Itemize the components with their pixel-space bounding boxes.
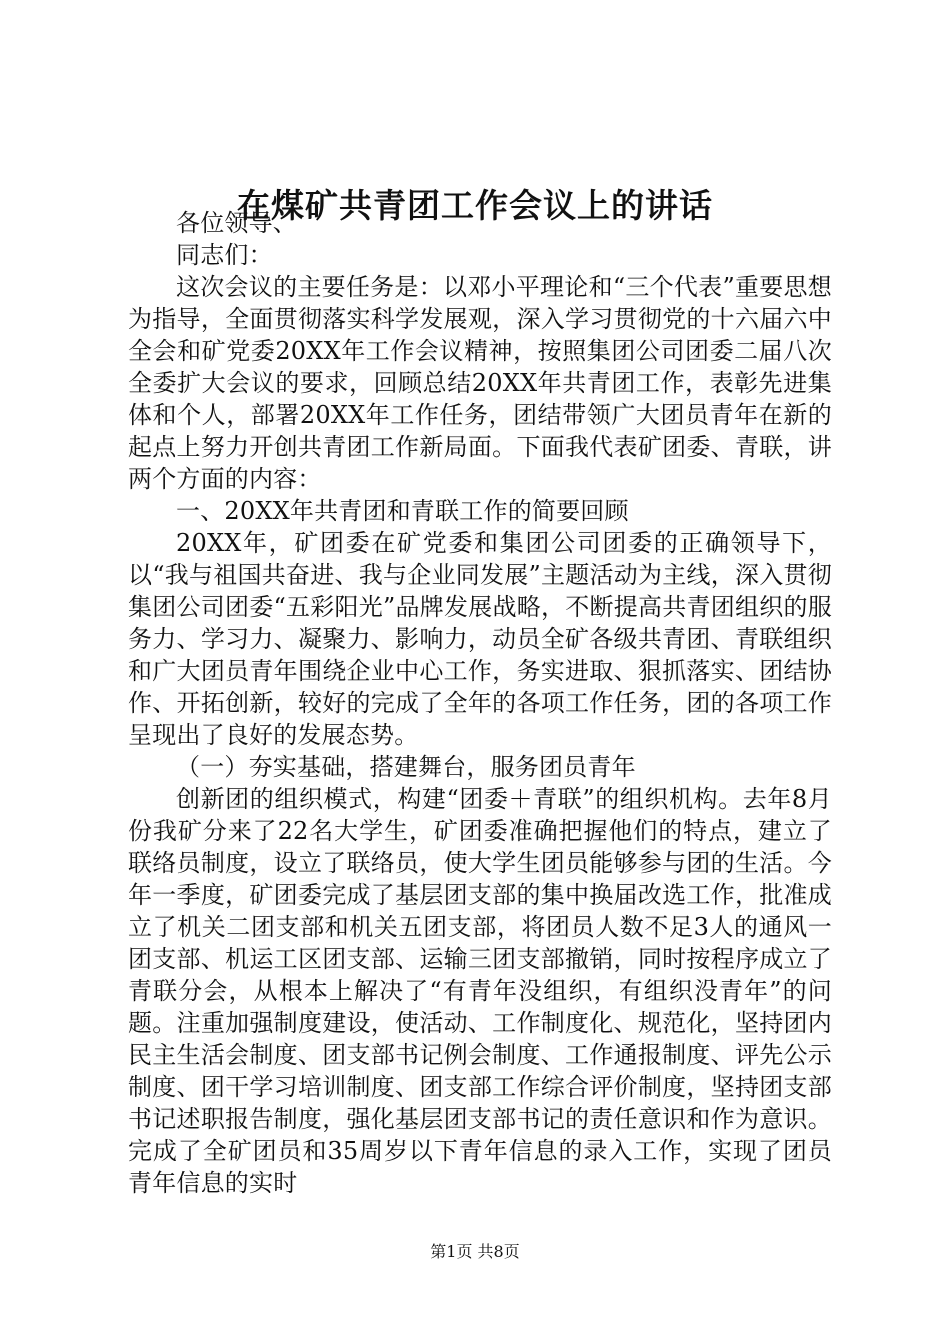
page-footer: 第1页 共8页 [430, 1242, 520, 1261]
paragraph-year-summary: 20XX年，矿团委在矿党委和集团公司团委的正确领导下，以“我与祖国共奋进、我与企业同发展”主题活动为主线，深入贯彻集团公司团委“五彩阳光”品牌发展战略，不断提高共青团组织的服务力、学习力、凝聚力、影响力，动员全矿各级共青团、青联组织和广大团员青年围绕企业中心工作，务实进取、狠抓落实、团结协作、开拓创新，较好的完成了全年的各项工作任务，团的各项工作呈现出了良好的发展态势。 [128, 529, 832, 749]
paragraph-meeting-tasks: 这次会议的主要任务是：以邓小平理论和“三个代表”重要思想为指导，全面贯彻落实科学发展观，深入学习贯彻党的十六届六中全会和矿党委20XX年工作会议精神，按照集团公司团委二届八次全委扩大会议的要求，回顾总结20XX年共青团工作，表彰先进集体和个人，部署20XX年工作任务，团结带领广大团员青年在新的起点上努力开创共青团工作新局面。下面我代表矿团委、青联，讲两个方面的内容： [128, 273, 832, 493]
paragraph-organization-model: 创新团的组织模式，构建“团委＋青联”的组织机构。去年8月份我矿分来了22名大学生，矿团委准确把握他们的特点，建立了联络员制度，设立了联络员，使大学生团员能够参与团的生活。今年一季度，矿团委完成了基层团支部的集中换届改选工作，批准成立了机关二团支部和机关五团支部，将团员人数不足3人的通风一团支部、机运工区团支部、运输三团支部撤销，同时按程序成立了青联分会，从根本上解决了“有青年没组织，有组织没青年”的问题。注重加强制度建设，使活动、工作制度化、规范化，坚持团内民主生活会制度、团支部书记例会制度、工作通报制度、评先公示制度、团干学习培训制度、团支部工作综合评价制度，坚持团支部书记述职报告制度，强化基层团支部书记的责任意识和作为意识。完成了全矿团员和35周岁以下青年信息的录入工作，实现了团员青年信息的实时 [128, 785, 832, 1197]
salutation-comrades: 同志们： [176, 241, 273, 269]
subsection-heading-foundation: （一）夯实基础，搭建舞台，服务团员青年 [176, 753, 636, 781]
document-body [128, 207, 832, 1199]
salutation-leaders: 各位领导、 [176, 209, 297, 237]
section-heading-review: 一、20XX年共青团和青联工作的简要回顾 [176, 497, 629, 525]
document-title: 在煤矿共青团工作会议上的讲话 [237, 186, 713, 225]
